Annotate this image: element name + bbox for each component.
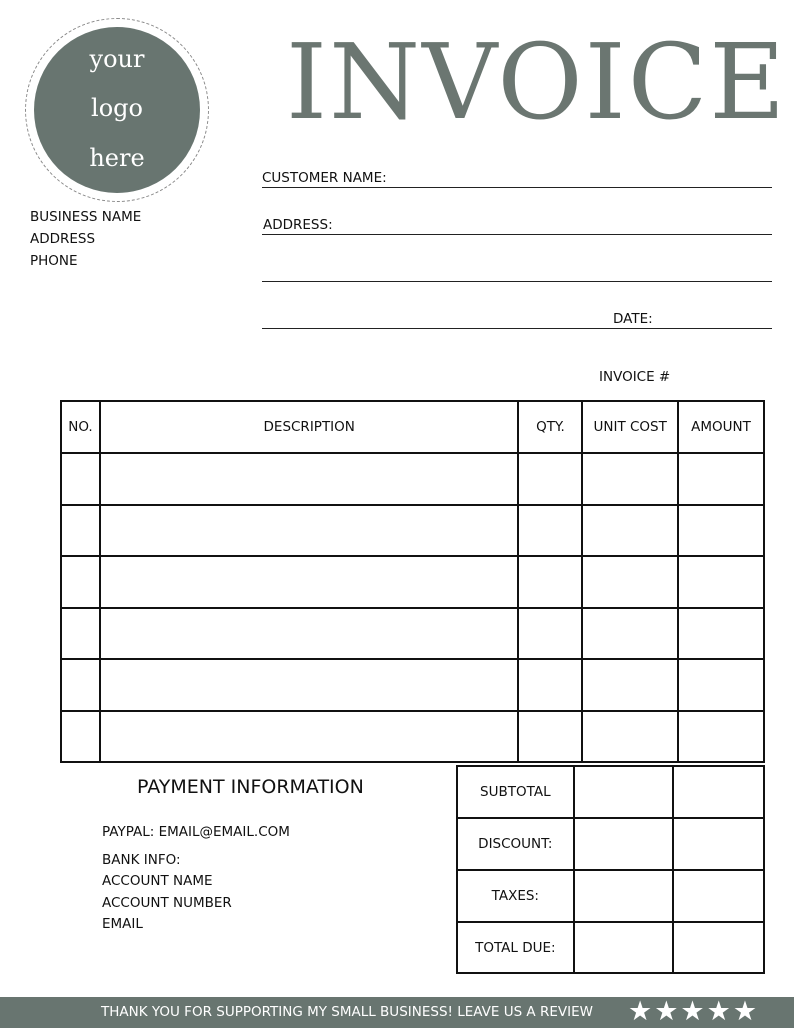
- account-name: ACCOUNT NAME: [102, 873, 213, 889]
- subtotal-amount-cell[interactable]: [673, 766, 764, 818]
- cell-unit-cost[interactable]: [582, 608, 678, 660]
- cell-description[interactable]: [100, 453, 519, 505]
- cell-unit-cost[interactable]: [582, 556, 678, 608]
- column-header-amount: AMOUNT: [678, 401, 764, 453]
- date-line[interactable]: [262, 328, 772, 329]
- discount-amount-cell[interactable]: [673, 818, 764, 870]
- cell-description[interactable]: [100, 711, 519, 763]
- cell-qty[interactable]: [518, 505, 582, 557]
- column-header-description: DESCRIPTION: [100, 401, 519, 453]
- invoice-title: INVOICE: [286, 21, 788, 143]
- total-due-label: TOTAL DUE:: [457, 922, 574, 973]
- payment-info-title: PAYMENT INFORMATION: [137, 776, 364, 798]
- subtotal-label: SUBTOTAL: [457, 766, 574, 818]
- cell-amount[interactable]: [678, 659, 764, 711]
- total-due-value-cell[interactable]: [574, 922, 673, 973]
- discount-value-cell[interactable]: [574, 818, 673, 870]
- paypal-info: PAYPAL: EMAIL@EMAIL.COM: [102, 824, 290, 840]
- table-row: [61, 505, 764, 557]
- cell-unit-cost[interactable]: [582, 505, 678, 557]
- cell-no[interactable]: [61, 608, 100, 660]
- footer-thank-you-text: THANK YOU FOR SUPPORTING MY SMALL BUSINESS! LEAVE US A REVIEW: [101, 1004, 593, 1020]
- cell-amount[interactable]: [678, 711, 764, 763]
- cell-qty[interactable]: [518, 711, 582, 763]
- discount-label: DISCOUNT:: [457, 818, 574, 870]
- logo-text-line-3: here: [89, 144, 145, 172]
- business-name: BUSINESS NAME: [30, 209, 142, 225]
- footer-banner: [0, 997, 794, 1028]
- cell-amount[interactable]: [678, 453, 764, 505]
- items-table: [60, 400, 765, 763]
- cell-qty[interactable]: [518, 608, 582, 660]
- total-due-amount-cell[interactable]: [673, 922, 764, 973]
- cell-amount[interactable]: [678, 556, 764, 608]
- totals-row-taxes: [457, 870, 764, 922]
- table-row: [61, 453, 764, 505]
- date-label: DATE:: [613, 311, 653, 327]
- invoice-number-label: INVOICE #: [599, 369, 671, 385]
- cell-unit-cost[interactable]: [582, 711, 678, 763]
- cell-no[interactable]: [61, 505, 100, 557]
- table-row: [61, 608, 764, 660]
- address-label: ADDRESS:: [263, 217, 333, 233]
- cell-no[interactable]: [61, 453, 100, 505]
- cell-qty[interactable]: [518, 453, 582, 505]
- logo-text-line-2: logo: [91, 94, 143, 122]
- cell-qty[interactable]: [518, 659, 582, 711]
- taxes-amount-cell[interactable]: [673, 870, 764, 922]
- table-header-row: [61, 401, 764, 453]
- cell-no[interactable]: [61, 556, 100, 608]
- table-row: [61, 659, 764, 711]
- taxes-value-cell[interactable]: [574, 870, 673, 922]
- cell-qty[interactable]: [518, 556, 582, 608]
- totals-table: [456, 765, 765, 974]
- totals-row-discount: [457, 818, 764, 870]
- account-number: ACCOUNT NUMBER: [102, 895, 232, 911]
- taxes-label: TAXES:: [457, 870, 574, 922]
- column-header-qty: QTY.: [518, 401, 582, 453]
- logo-text-line-1: your: [89, 45, 145, 73]
- customer-name-line[interactable]: [262, 187, 772, 188]
- column-header-unit-cost: UNIT COST: [582, 401, 678, 453]
- cell-amount[interactable]: [678, 608, 764, 660]
- address-line-1[interactable]: [262, 234, 772, 235]
- bank-email: EMAIL: [102, 916, 143, 932]
- totals-row-total-due: [457, 922, 764, 973]
- cell-unit-cost[interactable]: [582, 453, 678, 505]
- subtotal-value-cell[interactable]: [574, 766, 673, 818]
- table-row: [61, 711, 764, 763]
- table-row: [61, 556, 764, 608]
- logo-placeholder: [34, 27, 200, 193]
- bank-info-label: BANK INFO:: [102, 852, 181, 868]
- cell-description[interactable]: [100, 505, 519, 557]
- business-address: ADDRESS: [30, 231, 96, 247]
- review-stars-icon: ★★★★★: [628, 996, 760, 1027]
- cell-no[interactable]: [61, 659, 100, 711]
- cell-description[interactable]: [100, 608, 519, 660]
- cell-amount[interactable]: [678, 505, 764, 557]
- totals-row-subtotal: [457, 766, 764, 818]
- business-phone: PHONE: [30, 253, 78, 269]
- address-line-2[interactable]: [262, 281, 772, 282]
- cell-unit-cost[interactable]: [582, 659, 678, 711]
- cell-description[interactable]: [100, 556, 519, 608]
- column-header-no: NO.: [61, 401, 100, 453]
- cell-no[interactable]: [61, 711, 100, 763]
- cell-description[interactable]: [100, 659, 519, 711]
- customer-name-label: CUSTOMER NAME:: [262, 170, 387, 186]
